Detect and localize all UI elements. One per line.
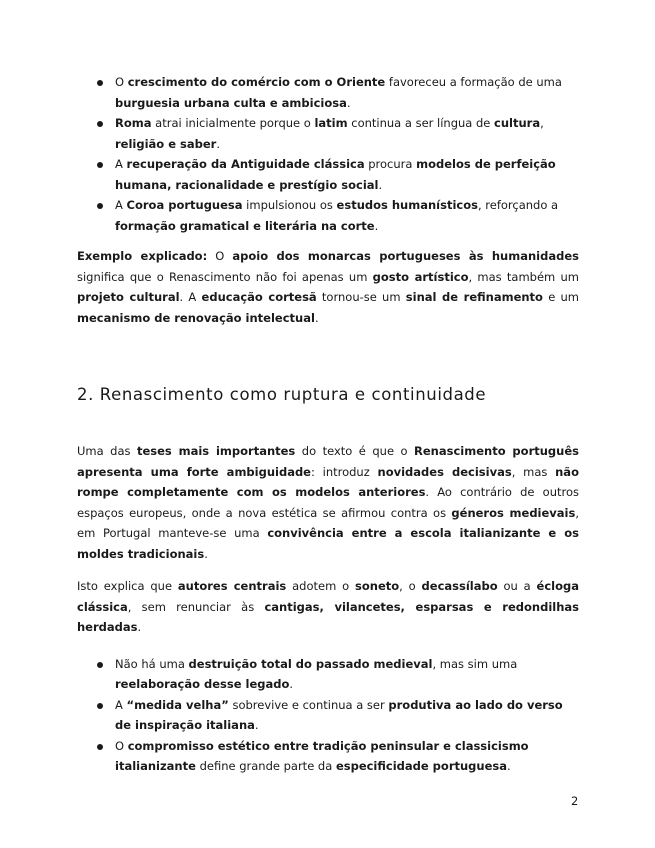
bold-text: burguesia urbana culta e ambiciosa xyxy=(115,95,347,110)
bold-text: géneros medievais xyxy=(451,505,576,520)
bullet-item xyxy=(77,736,579,777)
bold-text: gosto artístico xyxy=(372,269,469,284)
text-segment: sobrevive e continua a ser xyxy=(228,697,389,712)
text-segment: : introduz xyxy=(310,464,378,479)
bullet-icon xyxy=(97,162,103,168)
text-segment: atrai inicialmente porque o xyxy=(151,116,315,130)
text-segment: . A xyxy=(179,290,202,304)
text-segment: do texto é que o xyxy=(295,444,415,458)
bullet-item xyxy=(77,695,579,736)
text-segment: . xyxy=(374,218,379,233)
bold-text: Coroa portuguesa xyxy=(126,198,243,212)
bold-text: estudos humanísticos xyxy=(336,198,478,212)
bold-text: écloga clássica xyxy=(77,579,579,614)
text-segment: , xyxy=(540,116,544,130)
bold-text: educação cortesã xyxy=(201,290,317,304)
text-segment: . xyxy=(216,136,220,151)
text-segment: tornou-se um xyxy=(316,290,406,304)
bullet-item xyxy=(77,654,579,695)
text-segment: , em Portugal manteve-se uma xyxy=(77,505,579,540)
paragraph-authors xyxy=(77,576,579,638)
text-segment: . xyxy=(204,546,208,561)
section-heading: 2. Renascimento como ruptura e continuidade xyxy=(77,385,487,404)
text-segment: Isto explica que xyxy=(77,579,178,593)
upper-content xyxy=(77,72,579,328)
example-paragraph xyxy=(77,246,579,328)
bold-text: autores centrais xyxy=(177,579,287,593)
bullet-list-top xyxy=(77,72,579,236)
text-segment: . xyxy=(289,677,294,691)
page-number: 2 xyxy=(571,794,579,808)
bold-text: decassílabo xyxy=(421,579,498,593)
bullet-icon xyxy=(97,121,103,127)
text-segment: . xyxy=(314,310,319,325)
bold-text: reelaboração desse legado xyxy=(115,677,290,691)
bold-text: produtiva ao lado do verso de inspiração italiana xyxy=(115,697,563,732)
bold-text: Roma xyxy=(115,116,152,130)
text-segment: . xyxy=(378,177,383,192)
text-segment: , o xyxy=(399,579,422,593)
text-segment: impulsionou os xyxy=(242,198,337,212)
bold-text: compromisso estético entre tradição peninsular e classicismo italianizante xyxy=(115,738,529,773)
bold-text: religião e saber xyxy=(115,136,217,151)
text-segment: , mas também um xyxy=(468,269,579,284)
text-segment: continua a ser língua de xyxy=(347,116,495,130)
text-segment: , reforçando a xyxy=(477,198,559,212)
bold-text: apoio dos monarcas portugueses às humanidades xyxy=(232,249,579,263)
text-segment: Uma das xyxy=(77,444,137,458)
bullet-item xyxy=(77,195,579,236)
text-segment: . Ao contrário de outros espaços europeus, onde a nova estética se afirmou contra os xyxy=(77,485,579,520)
text-segment: . xyxy=(346,95,351,110)
text-segment: e um xyxy=(542,290,579,304)
bold-text: modelos de perfeição humana, racionalidade e prestígio social xyxy=(115,157,556,192)
text-segment: O xyxy=(207,249,233,263)
bullet-icon xyxy=(97,80,103,86)
bold-text: latim xyxy=(314,116,348,130)
text-segment: A xyxy=(115,157,127,171)
bold-text: especificidade portuguesa xyxy=(335,759,507,773)
bullet-icon xyxy=(97,662,103,668)
text-segment: adotem o xyxy=(286,579,356,593)
bullet-icon xyxy=(97,744,103,750)
text-segment: . xyxy=(507,759,511,773)
text-segment: O xyxy=(115,75,128,89)
bold-text: sinal de refinamento xyxy=(405,290,543,304)
text-segment: . xyxy=(254,718,259,732)
bold-text: crescimento do comércio com o Oriente xyxy=(127,75,386,89)
text-segment: , sem renunciar às xyxy=(127,599,265,614)
bold-text: teses mais importantes xyxy=(136,444,296,458)
bold-text: soneto xyxy=(355,579,400,593)
bold-text: novidades decisivas xyxy=(377,464,512,479)
text-segment: define grande parte da xyxy=(195,759,336,773)
text-segment: favoreceu a formação de uma xyxy=(385,75,562,89)
text-segment: O xyxy=(115,738,128,753)
bold-text: Exemplo explicado: xyxy=(77,249,208,263)
text-segment: A xyxy=(115,697,127,712)
bullet-icon xyxy=(97,203,103,209)
text-segment: procura xyxy=(364,157,417,171)
bullet-item xyxy=(77,113,579,154)
text-segment: Não há uma xyxy=(115,656,189,671)
text-segment: significa que o Renascimento não foi apenas um xyxy=(77,269,373,284)
bold-text: convivência entre a escola italianizante e os moldes tradicionais xyxy=(77,526,579,561)
text-segment: , mas sim uma xyxy=(432,656,518,671)
bold-text: mecanismo de renovação intelectual xyxy=(77,310,315,325)
bullet-icon xyxy=(97,703,103,709)
bullet-list-bottom xyxy=(77,654,579,777)
lower-content xyxy=(77,441,579,777)
bullet-item xyxy=(77,154,579,195)
text-segment: , mas xyxy=(511,464,556,479)
bold-text: formação gramatical e literária na corte xyxy=(115,218,375,233)
paragraph-theses xyxy=(77,441,579,564)
bold-text: destruição total do passado medieval xyxy=(188,656,433,671)
bold-text: cultura xyxy=(494,116,541,130)
bold-text: Renascimento português apresenta uma forte ambiguidade xyxy=(77,444,579,479)
bold-text: cantigas, vilancetes, esparsas e redondilhas herdadas xyxy=(77,599,580,634)
text-segment: . xyxy=(137,620,142,634)
bold-text: recuperação da Antiguidade clássica xyxy=(126,157,365,171)
bold-text: não rompe completamente com os modelos anteriores xyxy=(77,464,579,499)
bold-text: projeto cultural xyxy=(77,290,180,304)
text-segment: A xyxy=(115,198,127,212)
bullet-item xyxy=(77,72,579,113)
text-segment: ou a xyxy=(497,579,537,593)
bold-text: “medida velha” xyxy=(126,697,229,712)
